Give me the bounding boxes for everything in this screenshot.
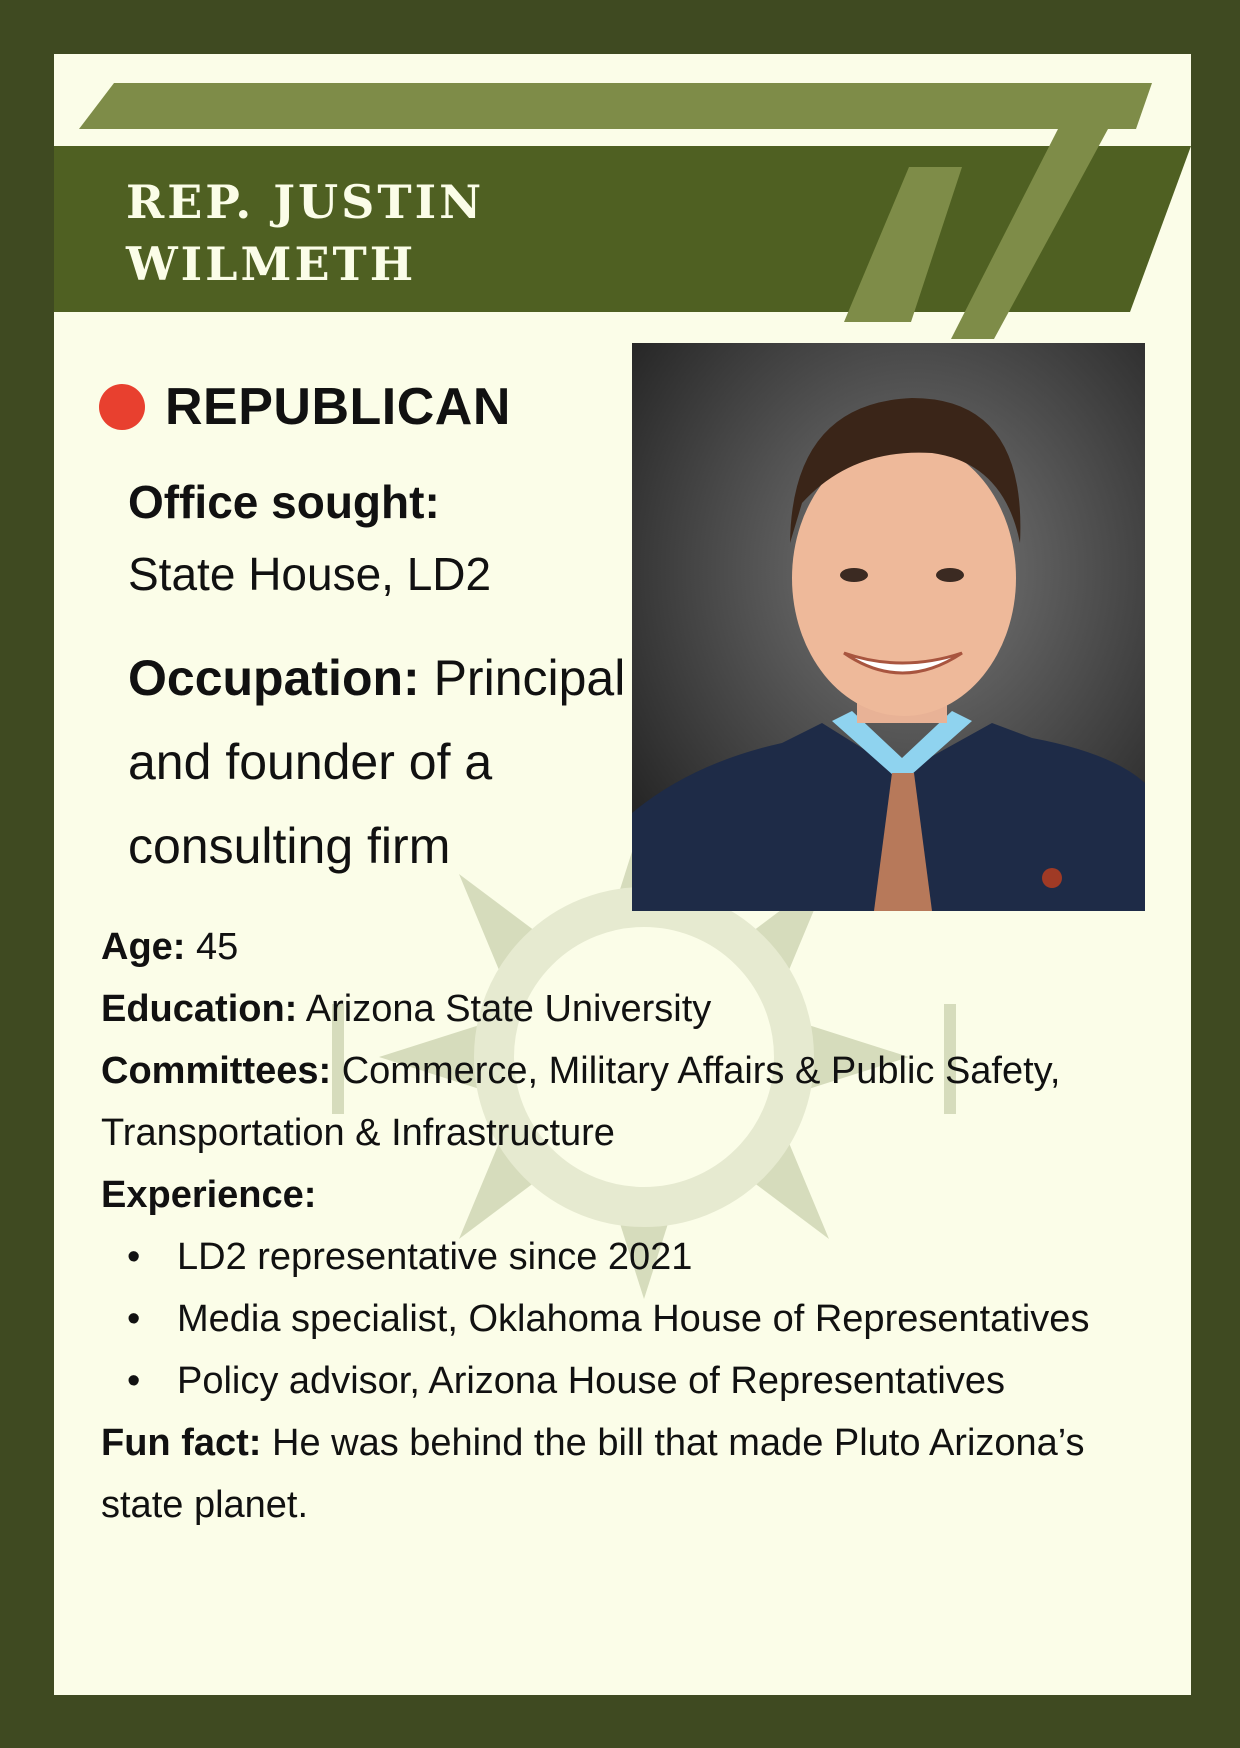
education-value: Arizona State University	[297, 988, 712, 1030]
portrait-photo	[632, 343, 1145, 911]
experience-item: Policy advisor, Arizona House of Representatives	[177, 1360, 1005, 1402]
office-value: State House, LD2	[128, 548, 492, 600]
office-label: Office sought:	[128, 476, 440, 528]
age-row	[101, 916, 1161, 978]
fun-fact-label: Fun fact:	[101, 1422, 262, 1464]
occupation	[128, 636, 648, 888]
list-item	[127, 1226, 1161, 1288]
party-label: REPUBLICAN	[165, 378, 511, 436]
candidate-name: REP. JUSTIN WILMETH	[126, 175, 485, 291]
age-label: Age:	[101, 926, 186, 968]
fun-fact-value: He was behind the bill that made Pluto Arizona’s state planet.	[101, 1422, 1085, 1526]
bullet-icon: •	[127, 1298, 141, 1340]
occupation-value: Principal and founder of a consulting firm	[128, 650, 626, 874]
age-value: 45	[185, 926, 239, 968]
experience-item: LD2 representative since 2021	[177, 1236, 693, 1278]
committees-row	[101, 1040, 1161, 1164]
candidate-card	[54, 54, 1191, 1695]
fun-fact-row	[101, 1412, 1161, 1536]
red-dot-icon	[99, 384, 145, 430]
education-label: Education:	[101, 988, 298, 1030]
experience-list	[101, 1226, 1161, 1412]
committees-label: Committees:	[101, 1050, 332, 1092]
office-sought	[128, 469, 628, 613]
bullet-icon: •	[127, 1360, 141, 1402]
experience-item: Media specialist, Oklahoma House of Representatives	[177, 1298, 1090, 1340]
experience-row	[101, 1164, 1161, 1226]
bullet-icon: •	[127, 1236, 141, 1278]
list-item	[127, 1350, 1161, 1412]
party-affiliation	[99, 372, 511, 442]
education-row	[101, 978, 1161, 1040]
list-item	[127, 1288, 1161, 1350]
candidate-details	[101, 916, 1161, 1536]
experience-label: Experience:	[101, 1174, 317, 1216]
occupation-label: Occupation:	[128, 650, 420, 706]
committees-value: Commerce, Military Affairs & Public Safety, Transportation & Infrastructure	[101, 1050, 1061, 1154]
top-stripe	[79, 83, 1152, 129]
